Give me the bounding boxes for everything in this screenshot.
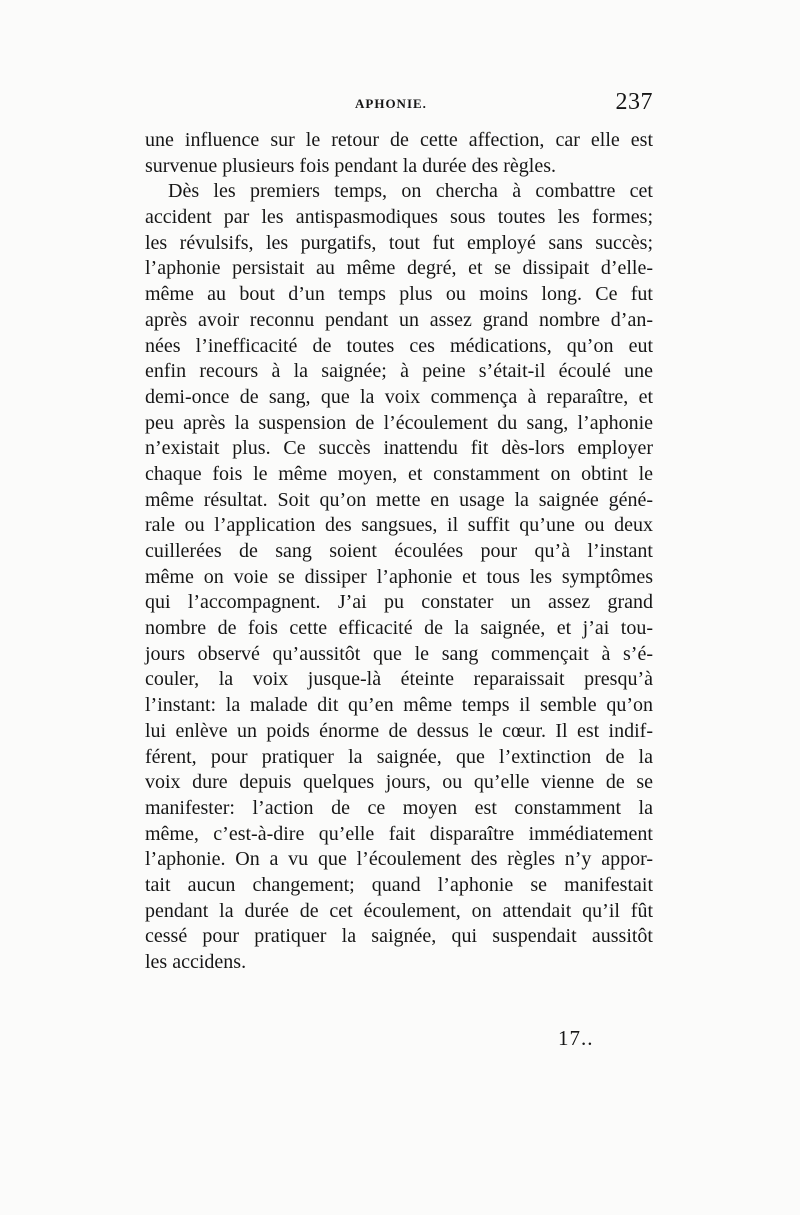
page-number: 237 bbox=[615, 89, 653, 115]
text-line: voix dure depuis quelques jours, ou qu’elle vienne de se bbox=[145, 771, 653, 794]
text-line: même résultat. Soit qu’on mette en usage la saignée géné- bbox=[145, 488, 653, 511]
text-line: demi-once de sang, que la voix commença à reparaître, et bbox=[145, 385, 653, 408]
text-line: une influence sur le retour de cette affection, car elle est bbox=[145, 129, 653, 151]
text-line: après avoir reconnu pendant un assez grand nombre d’an- bbox=[145, 308, 653, 331]
text-line: l’instant: la malade dit qu’en même temps il semble qu’on bbox=[145, 694, 653, 717]
text-line: nées l’inefficacité de toutes ces médications, qu’on eut bbox=[145, 334, 653, 357]
running-head bbox=[145, 89, 653, 122]
text-line: peu après la suspension de l’écoulement du sang, l’aphonie bbox=[145, 411, 653, 434]
text-line: Dès les premiers temps, on chercha à combattre cet bbox=[168, 180, 653, 203]
text-line: manifester: l’action de ce moyen est constamment la bbox=[145, 796, 653, 819]
text-line: les accidens. bbox=[145, 951, 247, 973]
text-line: rale ou l’application des sangsues, il suffit qu’une ou deux bbox=[145, 514, 653, 537]
text-line: les révulsifs, les purgatifs, tout fut employé sans succès; bbox=[145, 231, 653, 254]
text-line: n’existait plus. Ce succès inattendu fit dès-lors employer bbox=[145, 437, 653, 460]
text-line: cuillerées de sang soient écoulées pour qu’à l’instant bbox=[145, 540, 653, 562]
text-line: cessé pour pratiquer la saignée, qui suspendait aussitôt bbox=[145, 925, 653, 948]
text-line: accident par les antispasmodiques sous toutes les formes; bbox=[145, 206, 653, 229]
text-line: lui enlève un poids énorme de dessus le cœur. Il est indif- bbox=[145, 719, 653, 742]
text-line: même au bout d’un temps plus ou moins long. Ce fut bbox=[145, 283, 653, 306]
running-title: APHONIE. bbox=[355, 96, 427, 111]
text-line: l’aphonie. On a vu que l’écoulement des règles n’y appor- bbox=[145, 848, 653, 871]
text-line: férent, pour pratiquer la saignée, que l’extinction de la bbox=[145, 745, 653, 768]
body-text bbox=[145, 128, 653, 976]
text-line: tait aucun changement; quand l’aphonie se manifestait bbox=[145, 873, 653, 896]
signature-mark: 17.. bbox=[558, 1026, 594, 1050]
text-line: chaque fois le même moyen, et constamment on obtint le bbox=[145, 462, 653, 485]
text-line: enfin recours à la saignée; à peine s’était-il écoulé une bbox=[145, 360, 653, 383]
text-line: même, c’est-à-dire qu’elle fait disparaître immédiatement bbox=[145, 822, 653, 845]
text-line: pendant la durée de cet écoulement, on attendait qu’il fût bbox=[145, 899, 653, 922]
text-line: qui l’accompagnent. J’ai pu constater un assez grand bbox=[145, 591, 653, 614]
text-line: même on voie se dissiper l’aphonie et tous les symptômes bbox=[145, 565, 653, 588]
text-line: jours observé qu’aussitôt que le sang commençait à s’é- bbox=[145, 642, 653, 665]
text-line: nombre de fois cette efficacité de la saignée, et j’ai tou- bbox=[145, 617, 653, 640]
text-line: survenue plusieurs fois pendant la durée des règles. bbox=[145, 154, 556, 177]
text-line: couler, la voix jusque-là éteinte reparaissait presqu’à bbox=[145, 668, 653, 691]
text-line: l’aphonie persistait au même degré, et se dissipait d’elle- bbox=[145, 257, 653, 280]
